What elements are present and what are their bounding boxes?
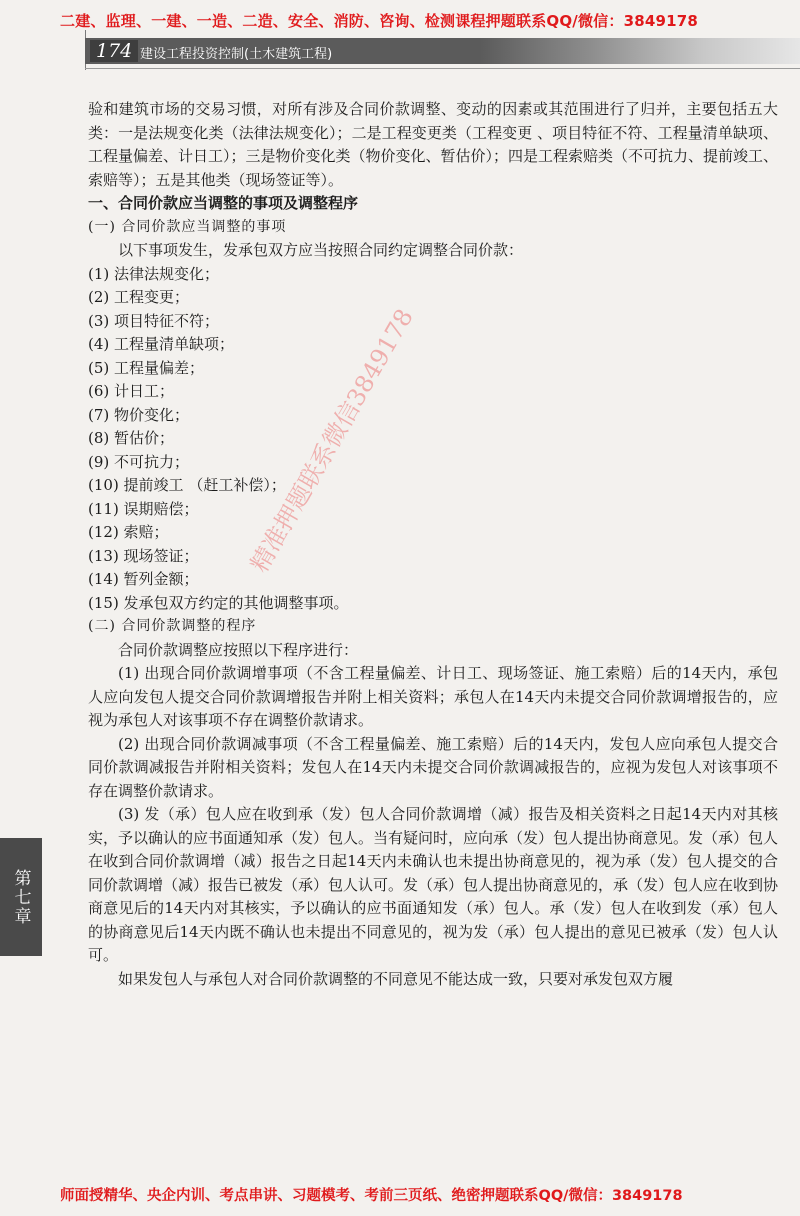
list-item: (12) 索赔； [88,523,169,541]
list-item: (3) 项目特征不符； [88,311,220,330]
list-item: (9) 不可抗力； [88,452,190,471]
procedure-paragraph: 如果发包人与承包人对合同价款调整的不同意见不能达成一致，只要对承发包双方履 [118,969,674,988]
subsection-intro-2: 合同价款调整应按照以下程序进行： [118,640,359,659]
list-item: (1) 法律法规变化； [88,264,220,283]
list-item: (4) 工程量清单缺项； [88,335,235,353]
subsection-heading-1: (一) 合同价款应当调整的事项 [88,218,287,235]
top-promo-banner: 二建、监理、一建、一造、二造、安全、消防、咨询、检测课程押题联系QQ/微信：3849178 [60,12,699,30]
list-item: (15) 发承包双方约定的其他调整事项。 [88,593,349,612]
header-rule [85,68,800,69]
bottom-promo-banner: 师面授精华、央企内训、考点串讲、习题模考、考前三页纸、绝密押题联系QQ/微信：3849178 [60,1188,683,1204]
list-item: (14) 暂列金额； [88,570,199,588]
page-content [88,98,778,991]
list-item: (13) 现场签证； [88,546,199,565]
list-item: (5) 工程量偏差； [88,358,205,377]
intro-paragraph: 验和建筑市场的交易习惯，对所有涉及合同价款调整、变动的因素或其范围进行了归并，主要包括五大类：一是法规变化类（法律法规变化）；二是工程变更类（工程变更 、项目特征不符、工程量清单缺项、工程量偏差、计日工）；三是物价变化类（物价变化、暂估价）；四是工程索赔类（不可抗力、提前竣工、索赔等）；五是其他类（现场签证等）。 [88,100,779,189]
list-item: (10) 提前竣工 （赶工补偿）； [88,476,286,494]
subsection-heading-2: (二) 合同价款调整的程序 [88,618,257,634]
book-title: 建设工程投资控制(土木建筑工程) [140,47,333,62]
header-bar-gradient [480,38,800,64]
procedure-paragraph: (3) 发（承）包人应在收到承（发）包人合同价款调增（减）报告及相关资料之日起14天内对其核实，予以确认的应书面通知承（发）包人。当有疑问时，应向承（发）包人提出协商意见。发（承）包人在收到合同价款调增（减）报告之日起14天内未确认也未提出协商意见的，视为承（发）包人提交的合同价款调增（减）报告已被发（承）包人认可。发（承）包人提出协商意见的，承（发）包人应在收到协商意见后的14天内对其核实，予以确认的应书面通知发（承）包人。承（发）包人在收到发（承）包人的协商意见后14天内既不确认也未提出不同意见的，视为发（承）包人提出的意见已被承（发）包人认可。 [88,805,779,964]
list-item: (11) 误期赔偿； [88,499,199,518]
chapter-tab: 第七章 [0,838,42,956]
page-number: 174 [90,40,138,62]
procedure-paragraph: (2) 出现合同价款调减事项（不含工程量偏差、施工索赔）后的14天内，发包人应向承包人提交合同价款调减报告并附相关资料；发包人在14天内未提交合同价款调减报告的，应视为发包人对该事项不存在调整价款请求。 [88,734,778,800]
section-heading: 一、合同价款应当调整的事项及调整程序 [88,194,359,212]
list-item: (8) 暂估价； [88,429,175,447]
procedure-paragraph: (1) 出现合同价款调增事项（不含工程量偏差、计日工、现场签证、施工索赔）后的14天内，承包人应向发包人提交合同价款调增报告并附上相关资料；承包人在14天内未提交合同价款调增报告的，应视为承包人对该事项不存在调整价款请求。 [88,664,778,729]
list-item: (2) 工程变更； [88,288,190,306]
subsection-intro-1: 以下事项发生，发承包双方应当按照合同约定调整合同价款： [118,241,524,259]
list-item: (6) 计日工； [88,382,175,400]
list-item: (7) 物价变化； [88,405,190,424]
watermark-text: 精准押题联系微信3849178 [245,304,419,577]
